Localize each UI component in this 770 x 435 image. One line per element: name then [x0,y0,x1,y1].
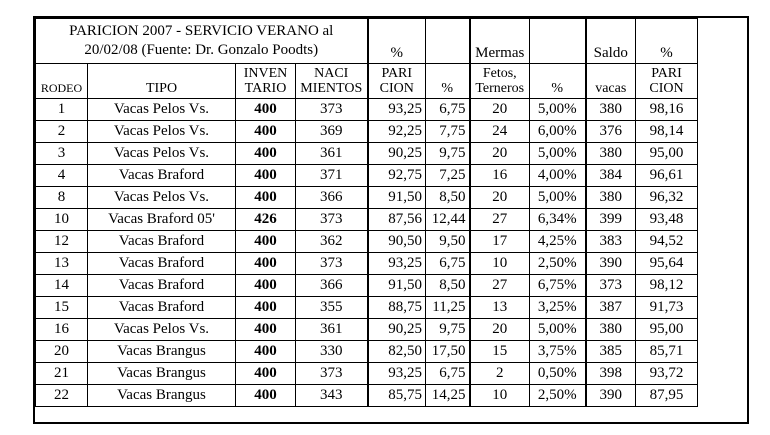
cell-vacas: 380 [586,143,636,165]
cell-nacimientos: 355 [296,297,368,319]
cell-paricion: 93,25 [368,99,426,121]
title-line-1: PARICION 2007 - SERVICIO VERANO al [69,23,334,39]
cell-inventario: 400 [236,165,296,187]
table-row [36,363,698,385]
cell-pct: 9,75 [426,143,470,165]
cell-tipo: Vacas Brangus [88,385,236,407]
cell-tipo: Vacas Braford [88,165,236,187]
cell-tipo: Vacas Braford 05' [88,209,236,231]
header-blank-1 [426,19,470,64]
col-header-fetos-2: Terneros [475,81,525,96]
cell-pct: 9,50 [426,231,470,253]
cell-pct-paricion: 98,14 [636,121,698,143]
cell-rodeo: 14 [36,275,88,297]
cell-pct-mermas: 4,25% [530,231,586,253]
cell-pct: 7,75 [426,121,470,143]
col-header-paricion [368,64,426,99]
cell-rodeo: 15 [36,297,88,319]
cell-inventario: 400 [236,319,296,341]
table-row [36,385,698,407]
cell-nacimientos: 373 [296,363,368,385]
cell-pct-mermas: 5,00% [530,143,586,165]
cell-vacas: 390 [586,385,636,407]
col-header-paricion-1: PARI [381,66,413,81]
cell-tipo: Vacas Brangus [88,341,236,363]
header-saldo: Saldo [586,19,636,64]
cell-pct-mermas: 6,00% [530,121,586,143]
cell-inventario: 400 [236,297,296,319]
cell-rodeo: 4 [36,165,88,187]
col-header-inventario-1: INVEN [243,66,288,81]
cell-fetos: 20 [470,187,530,209]
cell-rodeo: 3 [36,143,88,165]
cell-vacas: 398 [586,363,636,385]
cell-pct-paricion: 96,32 [636,187,698,209]
table-row [36,253,698,275]
cell-paricion: 93,25 [368,363,426,385]
cell-pct: 6,75 [426,253,470,275]
cell-pct-paricion: 98,12 [636,275,698,297]
cell-fetos: 2 [470,363,530,385]
cell-vacas: 373 [586,275,636,297]
cell-pct: 9,75 [426,319,470,341]
cell-paricion: 87,56 [368,209,426,231]
cell-fetos: 10 [470,253,530,275]
cell-pct-paricion: 93,72 [636,363,698,385]
cell-fetos: 15 [470,341,530,363]
header-pct-top-1: % [368,19,426,64]
cell-vacas: 380 [586,187,636,209]
table-row [36,165,698,187]
cell-pct-mermas: 3,25% [530,297,586,319]
cell-tipo: Vacas Pelos Vs. [88,319,236,341]
cell-fetos: 27 [470,275,530,297]
col-header-inventario-2: TARIO [244,81,287,96]
cell-pct-paricion: 85,71 [636,341,698,363]
cell-fetos: 16 [470,165,530,187]
cell-pct: 8,50 [426,275,470,297]
cell-fetos: 24 [470,121,530,143]
header-mermas: Mermas [470,19,530,64]
cell-inventario: 400 [236,121,296,143]
cell-nacimientos: 373 [296,253,368,275]
cell-pct: 6,75 [426,363,470,385]
cell-rodeo: 2 [36,121,88,143]
cell-pct-paricion: 98,16 [636,99,698,121]
cell-tipo: Vacas Braford [88,253,236,275]
cell-inventario: 400 [236,341,296,363]
table-row [36,319,698,341]
cell-pct-mermas: 5,00% [530,319,586,341]
cell-pct-paricion: 87,95 [636,385,698,407]
cell-nacimientos: 373 [296,99,368,121]
cell-tipo: Vacas Brangus [88,363,236,385]
cell-vacas: 384 [586,165,636,187]
cell-vacas: 380 [586,99,636,121]
cell-inventario: 400 [236,363,296,385]
col-header-vacas: vacas [586,64,636,99]
col-header-pct-paricion-1: PARI [651,66,682,81]
cell-paricion: 82,50 [368,341,426,363]
cell-pct-paricion: 95,00 [636,143,698,165]
cell-nacimientos: 361 [296,143,368,165]
cell-inventario: 400 [236,253,296,275]
cell-paricion: 91,50 [368,187,426,209]
table-row [36,187,698,209]
cell-tipo: Vacas Pelos Vs. [88,121,236,143]
cell-pct-mermas: 5,00% [530,99,586,121]
cell-paricion: 88,75 [368,297,426,319]
cell-vacas: 380 [586,319,636,341]
col-header-pct-paricion [636,64,698,99]
col-header-nacimientos-2: MIENTOS [300,81,363,96]
cell-pct-mermas: 2,50% [530,385,586,407]
table-row [36,297,698,319]
cell-vacas: 383 [586,231,636,253]
col-header-fetos [470,64,530,99]
cell-tipo: Vacas Braford [88,231,236,253]
cell-pct: 11,25 [426,297,470,319]
cell-inventario: 400 [236,275,296,297]
cell-paricion: 90,25 [368,143,426,165]
cell-paricion: 92,25 [368,121,426,143]
title-line-2: 20/02/08 (Fuente: Dr. Gonzalo Poodts) [84,42,319,58]
col-header-paricion-2: CION [379,81,414,96]
cell-paricion: 93,25 [368,253,426,275]
cell-vacas: 376 [586,121,636,143]
cell-rodeo: 21 [36,363,88,385]
cell-vacas: 390 [586,253,636,275]
col-header-rodeo: RODEO [36,64,88,99]
col-header-pct: % [426,64,470,99]
cell-nacimientos: 362 [296,231,368,253]
cell-pct-mermas: 6,34% [530,209,586,231]
cell-pct-paricion: 95,64 [636,253,698,275]
cell-pct-paricion: 91,73 [636,297,698,319]
cell-nacimientos: 366 [296,187,368,209]
cell-fetos: 13 [470,297,530,319]
cell-nacimientos: 343 [296,385,368,407]
cell-rodeo: 20 [36,341,88,363]
cell-tipo: Vacas Braford [88,297,236,319]
cell-vacas: 385 [586,341,636,363]
cell-paricion: 85,75 [368,385,426,407]
cell-tipo: Vacas Pelos Vs. [88,99,236,121]
cell-fetos: 17 [470,231,530,253]
cell-tipo: Vacas Pelos Vs. [88,143,236,165]
cell-nacimientos: 361 [296,319,368,341]
cell-pct-mermas: 6,75% [530,275,586,297]
cell-pct: 8,50 [426,187,470,209]
cell-inventario: 400 [236,231,296,253]
cell-paricion: 92,75 [368,165,426,187]
table-row [36,143,698,165]
cell-pct-mermas: 0,50% [530,363,586,385]
col-header-nacimientos-1: NACI [314,66,349,81]
col-header-pct-mermas: % [530,64,586,99]
cell-pct: 12,44 [426,209,470,231]
table-row [36,275,698,297]
cell-pct-mermas: 5,00% [530,187,586,209]
cell-rodeo: 12 [36,231,88,253]
col-header-inventario [236,64,296,99]
cell-rodeo: 13 [36,253,88,275]
cell-inventario: 400 [236,99,296,121]
cell-fetos: 20 [470,143,530,165]
cell-vacas: 399 [586,209,636,231]
cell-inventario: 400 [236,385,296,407]
cell-inventario: 426 [236,209,296,231]
table-body [36,99,698,407]
cell-paricion: 90,50 [368,231,426,253]
header-blank-2 [530,19,586,64]
cell-fetos: 27 [470,209,530,231]
cell-pct-paricion: 96,61 [636,165,698,187]
table-row [36,99,698,121]
cell-pct: 7,25 [426,165,470,187]
cell-pct-paricion: 95,00 [636,319,698,341]
cell-nacimientos: 373 [296,209,368,231]
cell-pct-paricion: 94,52 [636,231,698,253]
table-row [36,209,698,231]
col-header-fetos-1: Fetos, [482,66,517,81]
cell-nacimientos: 330 [296,341,368,363]
cell-pct-mermas: 3,75% [530,341,586,363]
cell-nacimientos: 366 [296,275,368,297]
cell-rodeo: 16 [36,319,88,341]
cell-tipo: Vacas Braford [88,275,236,297]
col-header-tipo: TIPO [88,64,236,99]
cell-tipo: Vacas Pelos Vs. [88,187,236,209]
cell-pct-paricion: 93,48 [636,209,698,231]
cell-pct-mermas: 2,50% [530,253,586,275]
cell-pct: 17,50 [426,341,470,363]
col-header-nacimientos [296,64,368,99]
table-row [36,121,698,143]
cell-fetos: 20 [470,99,530,121]
table-row [36,341,698,363]
cell-fetos: 20 [470,319,530,341]
col-header-pct-paricion-2: CION [649,81,684,96]
table-row [36,231,698,253]
cell-rodeo: 22 [36,385,88,407]
cell-rodeo: 1 [36,99,88,121]
header-row-top [36,19,698,64]
cell-inventario: 400 [236,143,296,165]
cell-pct: 6,75 [426,99,470,121]
cell-fetos: 10 [470,385,530,407]
cell-nacimientos: 369 [296,121,368,143]
cell-paricion: 90,25 [368,319,426,341]
cell-pct-mermas: 4,00% [530,165,586,187]
cell-rodeo: 10 [36,209,88,231]
cell-paricion: 91,50 [368,275,426,297]
cell-inventario: 400 [236,187,296,209]
cell-nacimientos: 371 [296,165,368,187]
cell-vacas: 387 [586,297,636,319]
cell-rodeo: 8 [36,187,88,209]
paricion-table [35,18,698,407]
cell-pct: 14,25 [426,385,470,407]
header-pct-top-2: % [636,19,698,64]
table-title [36,19,368,64]
header-row-sub [36,64,698,99]
